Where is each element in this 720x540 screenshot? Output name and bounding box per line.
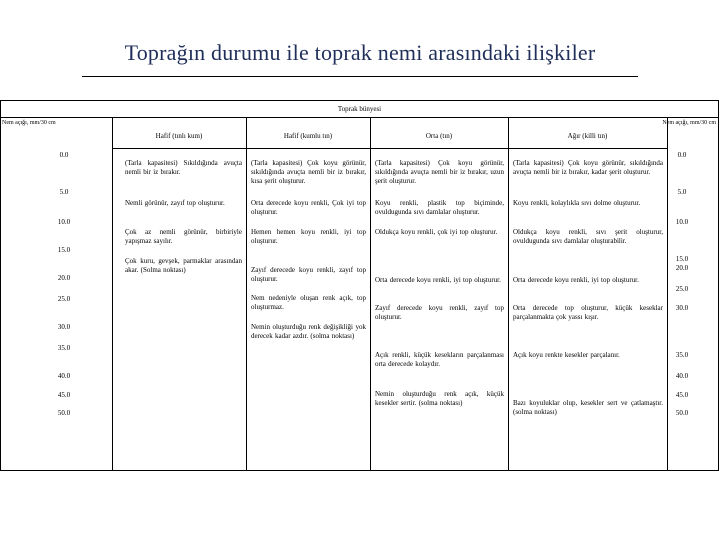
scale-value-right: 35.0 (675, 351, 689, 359)
title-divider (82, 76, 638, 77)
header-bottom-rule (0, 117, 719, 118)
columns-divider-rule (112, 148, 667, 149)
right-axis-rule (667, 117, 668, 471)
header-top-rule (0, 100, 719, 101)
table-cell: (Tarla kapasitesi) Çok koyu görünür, sıkıldığında avuçta nemli bir iz bırakır, kadar şerit oluşturur. (513, 159, 663, 176)
table-cell: Çok az nemli görünür, birbiriyle yapışmaz sayılır. (125, 228, 242, 245)
scale-value-right: 45.0 (675, 391, 689, 399)
table-cell: Açık renkli, küçük kesekların parçalanması orta derecede kolaydır. (375, 351, 504, 368)
scale-value-left: 15.0 (57, 246, 71, 254)
scale-value-right: 15.0 (675, 255, 689, 263)
table-cell: Nemin oluşturduğu renk açık, küçük kesekler sertir. (solma noktası) (375, 390, 504, 407)
table-cell: Hemen hemen koyu renkli, iyi top oluşturur. (251, 228, 366, 245)
left-axis-rule (112, 117, 113, 471)
column-header: Ağır (killi tın) (567, 132, 608, 140)
scale-value-left: 0.0 (59, 151, 69, 159)
scale-value-right: 10.0 (675, 218, 689, 226)
column-header: Orta (tın) (425, 132, 453, 140)
scale-value-left: 45.0 (57, 391, 71, 399)
scale-value-right: 30.0 (675, 304, 689, 312)
table-cell: Çok kuru, gevşek, parmaklar arasından akar. (Solma noktası) (125, 257, 242, 274)
table-cell: Zayıf derecede koyu renkli, zayıf top oluşturur. (251, 266, 366, 283)
table-cell: (Tarla kapasitesi) Çok koyu görünür, sıkıldığında avuçta nemli bir iz bırakır, kısa şerit oluşturur. (251, 159, 366, 185)
scale-value-left: 10.0 (57, 218, 71, 226)
scale-value-right: 20.0 (675, 264, 689, 272)
scale-value-right: 0.0 (677, 151, 687, 159)
column-header: Hafif (kumlu tın) (283, 132, 333, 140)
page-title: Toprağın durumu ile toprak nemi arasındaki ilişkiler (124, 40, 596, 65)
scale-value-left: 5.0 (59, 188, 69, 196)
scale-value-left: 25.0 (57, 295, 71, 303)
table-cell: Koyu renkli, kolaylıkla sıvı dolme oluşturur. (513, 199, 641, 207)
header-group-label: Toprak bünyesi (337, 105, 382, 113)
scale-value-right: 5.0 (677, 188, 687, 196)
table-cell: Nemli görünür, zayıf top oluşturur. (125, 199, 225, 207)
col-divider-1 (246, 117, 247, 471)
table-cell: Nemin oluşturduğu renk değişikliği yok derecek kadar azdır. (solma noktası) (251, 323, 366, 340)
scale-value-right: 50.0 (675, 409, 689, 417)
table-cell: Bazı koyuluklar olup, kesekler sert ve çatlamaştır. (solma noktası) (513, 399, 663, 416)
table-cell: (Tarla kapasitesi) Çok koyu görünür, sıkıldığında avuçta nemli bir iz bırakır, uzun şerit oluşturur. (375, 159, 504, 185)
scale-value-left: 40.0 (57, 372, 71, 380)
scale-value-right: 40.0 (675, 372, 689, 380)
table-cell: Orta derecede koyu renkli, iyi top oluşturur. (513, 276, 639, 284)
table-cell: Orta derecede koyu renkli, iyi top oluşturur. (375, 276, 501, 284)
right-axis-label: Nem açığı, mm/30 cm (662, 120, 716, 126)
table-cell: Oldukça koyu renkli, çok iyi top oluşturur. (375, 228, 498, 236)
scale-value-left: 30.0 (57, 323, 71, 331)
scale-value-left: 50.0 (57, 409, 71, 417)
col-divider-3 (508, 117, 509, 471)
table-cell: Oldukça koyu renkli, sıvı şerit oluşturur, ovuldugunda sıvı damlalar oluşturabilir. (513, 228, 663, 245)
col-divider-2 (370, 117, 371, 471)
table-cell: Nem nedeniyle oluşan renk açık, top oluşturmaz. (251, 294, 366, 311)
left-axis-label: Nem açığı, mm/30 cm (2, 120, 56, 126)
table-cell: Koyu renkli, plastik top biçiminde, ovuldugunda sıvı damlalar oluşturur. (375, 199, 504, 216)
table-cell: Açık koyu renkte kesekler parçalanır. (513, 351, 620, 359)
table-cell: Orta derecede top oluşturur, küçük keseklar parçalanmakta çok yassı kışır. (513, 304, 663, 321)
scale-value-left: 20.0 (57, 274, 71, 282)
column-header: Hafif (tınlı kum) (155, 132, 203, 140)
scale-value-left: 35.0 (57, 344, 71, 352)
scale-value-right: 25.0 (675, 285, 689, 293)
table-cell: Zayıf derecede koyu renkli, zayıf top oluşturur. (375, 304, 504, 321)
table-cell: Orta derecede koyu renkli, Çok iyi top oluşturur. (251, 199, 366, 216)
table-cell: (Tarla kapasitesi) Sıkıldığında avuçta nemli bir iz bırakır. (125, 159, 242, 176)
